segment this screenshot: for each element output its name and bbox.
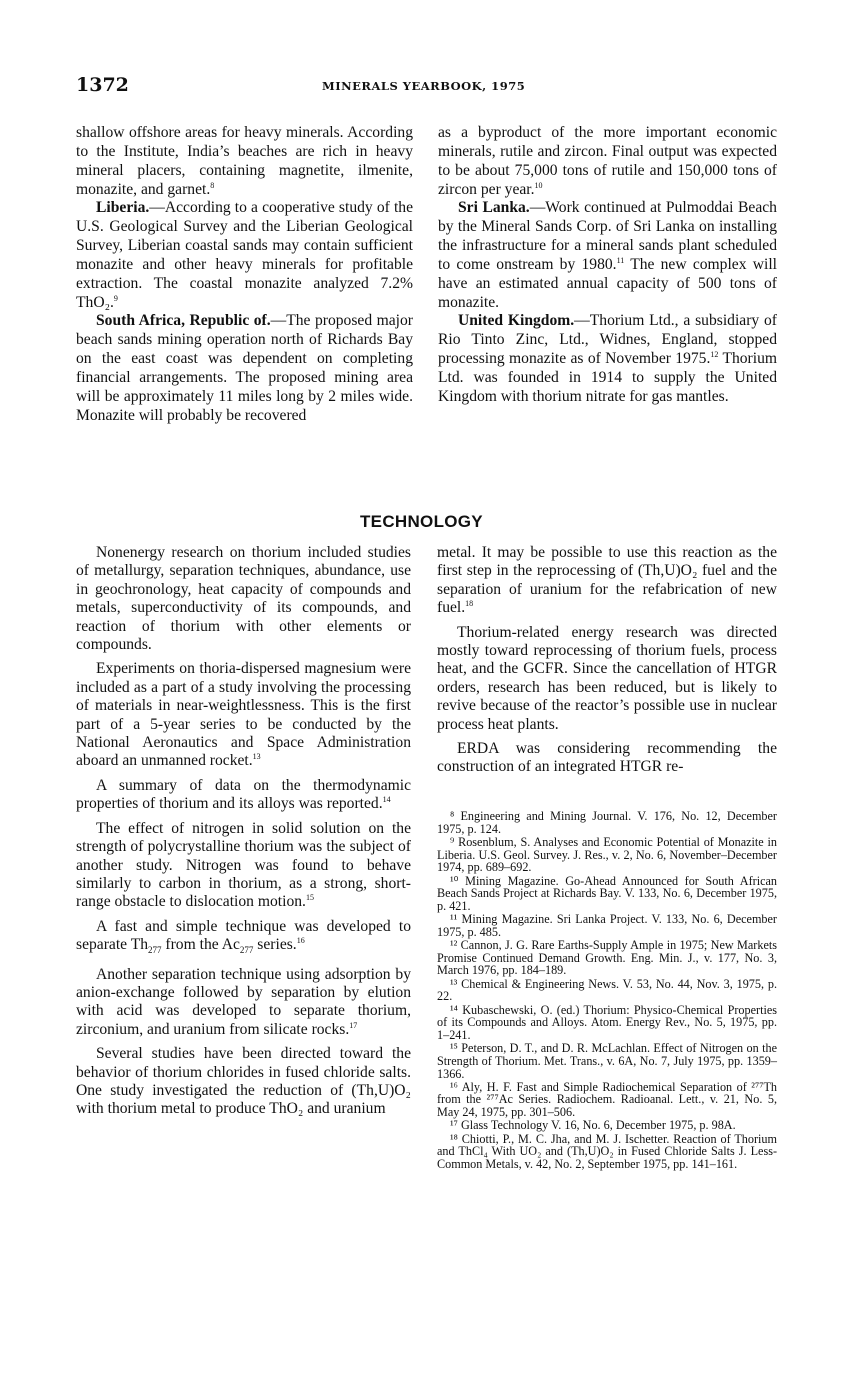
footnote: ⁹ Rosenblum, S. Analyses and Economic Potential of Monazite in Liberia. U.S. Geol. Survey. J. Res., v. 2, No. 6, November–December 1974, pp. 689–692. — [437, 834, 777, 875]
paragraph-sri-lanka: Sri Lanka.—Work continued at Pulmoddai Beach by the Mineral Sands Corp. of Sri Lanka on installing the infrastructure for a mineral sands plant scheduled to come onstream by 1980.11 The new complex will have an estimated annual capacity of 500 tons of monazite. — [438, 199, 777, 311]
column-2 — [438, 124, 777, 407]
footnote: ¹⁰ Mining Magazine. Go-Ahead Announced for South African Beach Sands Project at Richards Bay. V. 133, No. 6, December 1975, p. 421. — [437, 873, 777, 913]
paragraph-separation: A fast and simple technique was developed to separate $Th_{277}$ from the $Ac_{277}$ series.$^{16}$ — [76, 917, 411, 956]
paragraph-south-africa: South Africa, Republic of.—The proposed major beach sands mining operation north of Richards Bay on the east coast was dependent on completing financial arrangements. The proposed mining area will be approximately 11 miles long by 2 miles wide. Monazite will probably be recovered — [76, 312, 413, 424]
paragraph-energy-research: Thorium-related energy research was directed mostly toward reprocessing of thorium fuels, process heat, and the GCFR. Since the cancellation of HTGR orders, research has been reduced, but is likely to revive because of the reactor’s possible use in nuclear process heat plants. — [437, 623, 777, 733]
paragraph-united-kingdom: United Kingdom.—Thorium Ltd., a subsidiary of Rio Tinto Zinc, Ltd., Widnes, England, stopped processing monazite as of November 1975.12 Thorium Ltd. was founded in 1914 to supply the United Kingdom with thorium nitrate for gas mantles. — [438, 312, 778, 405]
footnote: ¹² Cannon, J. G. Rare Earths-Supply Ample in 1975; New Markets Promise Continued Demand Growth. Eng. Min. J., v. 177, No. 3, March 1976, pp. 184–189. — [437, 938, 777, 978]
footnote: ¹¹ Mining Magazine. Sri Lanka Project. V. 133, No. 6, December 1975, p. 485. — [437, 912, 777, 939]
paragraph-liberia: Liberia.—According to a cooperative study of the U.S. Geological Survey and the Liberian Geological Survey, Liberian coastal sands may contain sufficient monazite and other heavy minerals for profitable extraction. The coastal monazite analyzed 7.2% ThO₂.$^9$ — [76, 199, 413, 311]
paragraph-thoria: Experiments on thoria-dispersed magnesium were included as a part of a study involving the processing of materials in near-weightlessness. This is the first part of a 5-year series to be conducted by the National Aeronautics and Space Administration aboard an unmanned rocket.$^{13}$ — [76, 660, 411, 770]
footnote: ¹³ Chemical & Engineering News. V. 53, No. 44, Nov. 3, 1975, p. 22. — [437, 976, 777, 1004]
paragraph-nonenergy: Nonenergy research on thorium included studies of metallurgy, separation techniques, abundance, use in geochronology, heat capacity of compounds and metals, superconductivity of its compounds, and reaction of thorium with other elements or compounds. — [76, 544, 411, 654]
column-1 — [76, 124, 413, 426]
country-heading-sri-lanka: Sri Lanka. — [458, 199, 530, 217]
paragraph-erda: ERDA was considering recommending the construction of an integrated HTGR re- — [437, 740, 777, 776]
paragraph-anion-exchange: Another separation technique using adsorption by anion-exchange followed by separation by elution with acid was developed to separate thorium, zirconium, and uranium from silicate rocks.$^{17}$ — [76, 965, 411, 1038]
footnotes — [437, 810, 777, 1171]
country-heading-liberia: Liberia. — [96, 199, 150, 217]
country-heading-united-kingdom: United Kingdom. — [458, 312, 575, 330]
paragraph-thermodynamic: A summary of data on the thermodynamic properties of thorium and its alloys was reported.$^{14}$ — [76, 776, 411, 813]
paragraph-nitrogen: The effect of nitrogen in solid solution on the strength of polycrystalline thorium was the subject of another study. Nitrogen was found to behave similarly to carbon in thorium, as a strong, short-range obstacle to dislocation motion.$^{15}$ — [76, 819, 411, 911]
footnote: ¹⁸ Chiotti, P., M. C. Jha, and M. J. Ischetter. Reaction of Thorium and ThCl₄ With UO₂ and (Th,U)O₂ in Fused Chloride Salts J. Less-Common Metals, v. 42, No. 2, September 1975, pp. 141–161. — [437, 1131, 777, 1171]
paragraph-byproduct: as a byproduct of the more important economic minerals, rutile and zircon. Final output was expected to be about 75,000 tons of rutile and 150,000 tons of zircon per year.$^{10}$ — [438, 124, 777, 198]
footnote: ¹⁵ Peterson, D. T., and D. R. McLachlan. Effect of Nitrogen on the Strength of Thorium. Met. Trans., v. 6A, No. 7, July 1975, pp. 1359–1366. — [437, 1041, 777, 1081]
footnote: ⁸ Engineering and Mining Journal. V. 176, No. 12, December 1975, p. 124. — [437, 809, 777, 836]
country-heading-south-africa: South Africa, Republic of. — [96, 312, 271, 330]
paragraph-reprocessing: metal. It may be possible to use this reaction as the first step in the reprocessing of (Th,U)O₂ fuel and the separation of uranium for the refabrication of new fuel.$^{18}$ — [437, 544, 777, 617]
paragraph-chlorides: Several studies have been directed toward the behavior of thorium chlorides in fused chloride salts. One study investigated the reduction of (Th,U)O₂ with thorium metal to produce ThO₂ and uranium — [76, 1045, 411, 1118]
section-heading-technology: TECHNOLOGY — [360, 512, 483, 531]
paragraph-india: shallow offshore areas for heavy minerals. According to the Institute, India’s beaches are rich in heavy mineral placers, containing magnetite, ilmenite, monazite, and garnet.$^8$ — [76, 124, 413, 198]
footnote: ¹⁴ Kubaschewski, O. (ed.) Thorium: Physico-Chemical Properties of its Compounds and Alloys. Atom. Energy Rev., No. 5, 1975, pp. 1–241. — [437, 1002, 777, 1042]
column-4 — [437, 544, 777, 777]
footnote: ¹⁷ Glass Technology V. 16, No. 6, December 1975, p. 98A. — [450, 1118, 736, 1133]
page-number: 1372 — [76, 74, 129, 96]
column-3 — [76, 544, 411, 1119]
running-header: MINERALS YEARBOOK, 1975 — [322, 79, 526, 93]
footnote: ¹⁶ Aly, H. F. Fast and Simple Radiochemical Separation of ²⁷⁷Th from the ²⁷⁷Ac Series. Radiochem. Radioanal. Lett., v. 21, No. 5, May 24, 1975, pp. 301–506. — [437, 1079, 777, 1120]
